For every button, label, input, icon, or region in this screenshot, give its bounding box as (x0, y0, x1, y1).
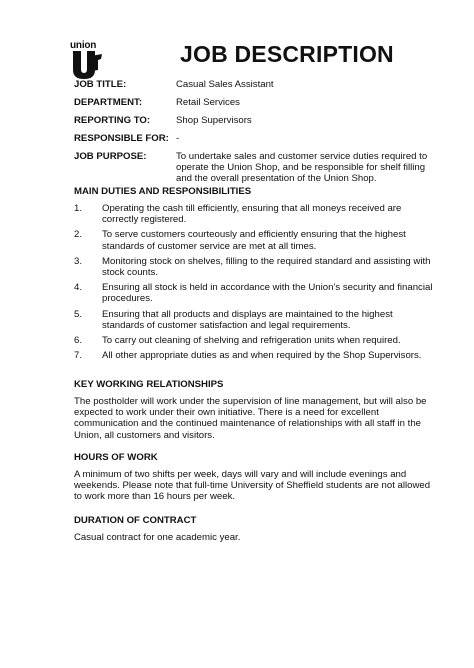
union-u-logo-icon (71, 50, 105, 80)
field-value: Retail Services (176, 97, 240, 108)
union-logo (70, 40, 106, 80)
item-number: 1. (74, 203, 83, 214)
item-text: Operating the cash till efficiently, ensuring that all moneys received are correctly registered. (102, 203, 402, 226)
field-label: JOB TITLE: (74, 79, 127, 90)
field-reporting-to (74, 115, 434, 126)
list-item (74, 282, 436, 304)
list-item (74, 203, 436, 225)
field-department (74, 97, 434, 108)
main-duties-section (74, 186, 436, 365)
item-text: To carry out cleaning of shelving and refrigeration units when required. (102, 335, 401, 347)
list-item (74, 229, 436, 251)
field-value: Shop Supervisors (176, 115, 252, 126)
logo-wordmark: union (70, 40, 97, 51)
section-heading: MAIN DUTIES AND RESPONSIBILITIES (74, 186, 252, 197)
section-heading: HOURS OF WORK (74, 452, 158, 463)
item-number: 4. (74, 282, 83, 294)
duties-list (74, 203, 436, 361)
contract-duration-section (74, 515, 436, 543)
item-text: Ensuring all stock is held in accordance with the Union’s security and financial procedures. (102, 282, 433, 305)
field-value: To undertake sales and customer service duties required to operate the Union Shop, and be responsible for shelf filling and the overall presentation of the Union Shop. (176, 151, 428, 184)
section-text: The postholder will work under the supervision of line management, but will also be expected to work under their own initiative. There is a need for excellent communication and the continued maintenance of relationships with all staff in the Union, all customers and visitors. (74, 396, 427, 441)
field-responsible-for (74, 133, 434, 144)
list-item (74, 256, 436, 278)
page-title: JOB DESCRIPTION (180, 41, 394, 67)
section-heading: DURATION OF CONTRACT (74, 515, 197, 526)
item-text: To serve customers courteously and efficiently ensuring that the highest standards of customer service are met at all times. (102, 229, 406, 252)
section-heading: KEY WORKING RELATIONSHIPS (74, 379, 224, 390)
key-relationships-section (74, 379, 436, 441)
item-number: 5. (74, 308, 83, 320)
item-text: Monitoring stock on shelves, filling to the required standard and assisting with stock counts. (102, 255, 431, 279)
list-item (74, 335, 436, 346)
item-text: All other appropriate duties as and when required by the Shop Supervisors. (102, 350, 422, 362)
item-number: 7. (74, 350, 83, 362)
hours-of-work-section (74, 452, 436, 503)
item-number: 2. (74, 229, 83, 241)
field-value: Casual Sales Assistant (176, 79, 274, 90)
field-label: JOB PURPOSE: (74, 151, 147, 162)
item-number: 3. (74, 255, 83, 267)
field-value: - (176, 133, 180, 144)
section-text: A minimum of two shifts per week, days will vary and will include evenings and weekends. Please note that full-time University of Sheffield students are not allowed to work more than 16 hours per week. (74, 469, 431, 503)
list-item (74, 309, 436, 331)
item-text: Ensuring that all products and displays are maintained to the highest standards of customer satisfaction and legal requirements. (102, 308, 393, 331)
field-label: DEPARTMENT: (74, 97, 143, 108)
field-label: RESPONSIBLE FOR: (74, 133, 169, 144)
item-number: 6. (74, 335, 83, 347)
field-job-title (74, 79, 434, 90)
list-item (74, 350, 436, 361)
field-job-purpose (74, 151, 434, 184)
section-text: Casual contract for one academic year. (74, 532, 241, 543)
field-label: REPORTING TO: (74, 115, 151, 126)
job-details (74, 79, 434, 191)
